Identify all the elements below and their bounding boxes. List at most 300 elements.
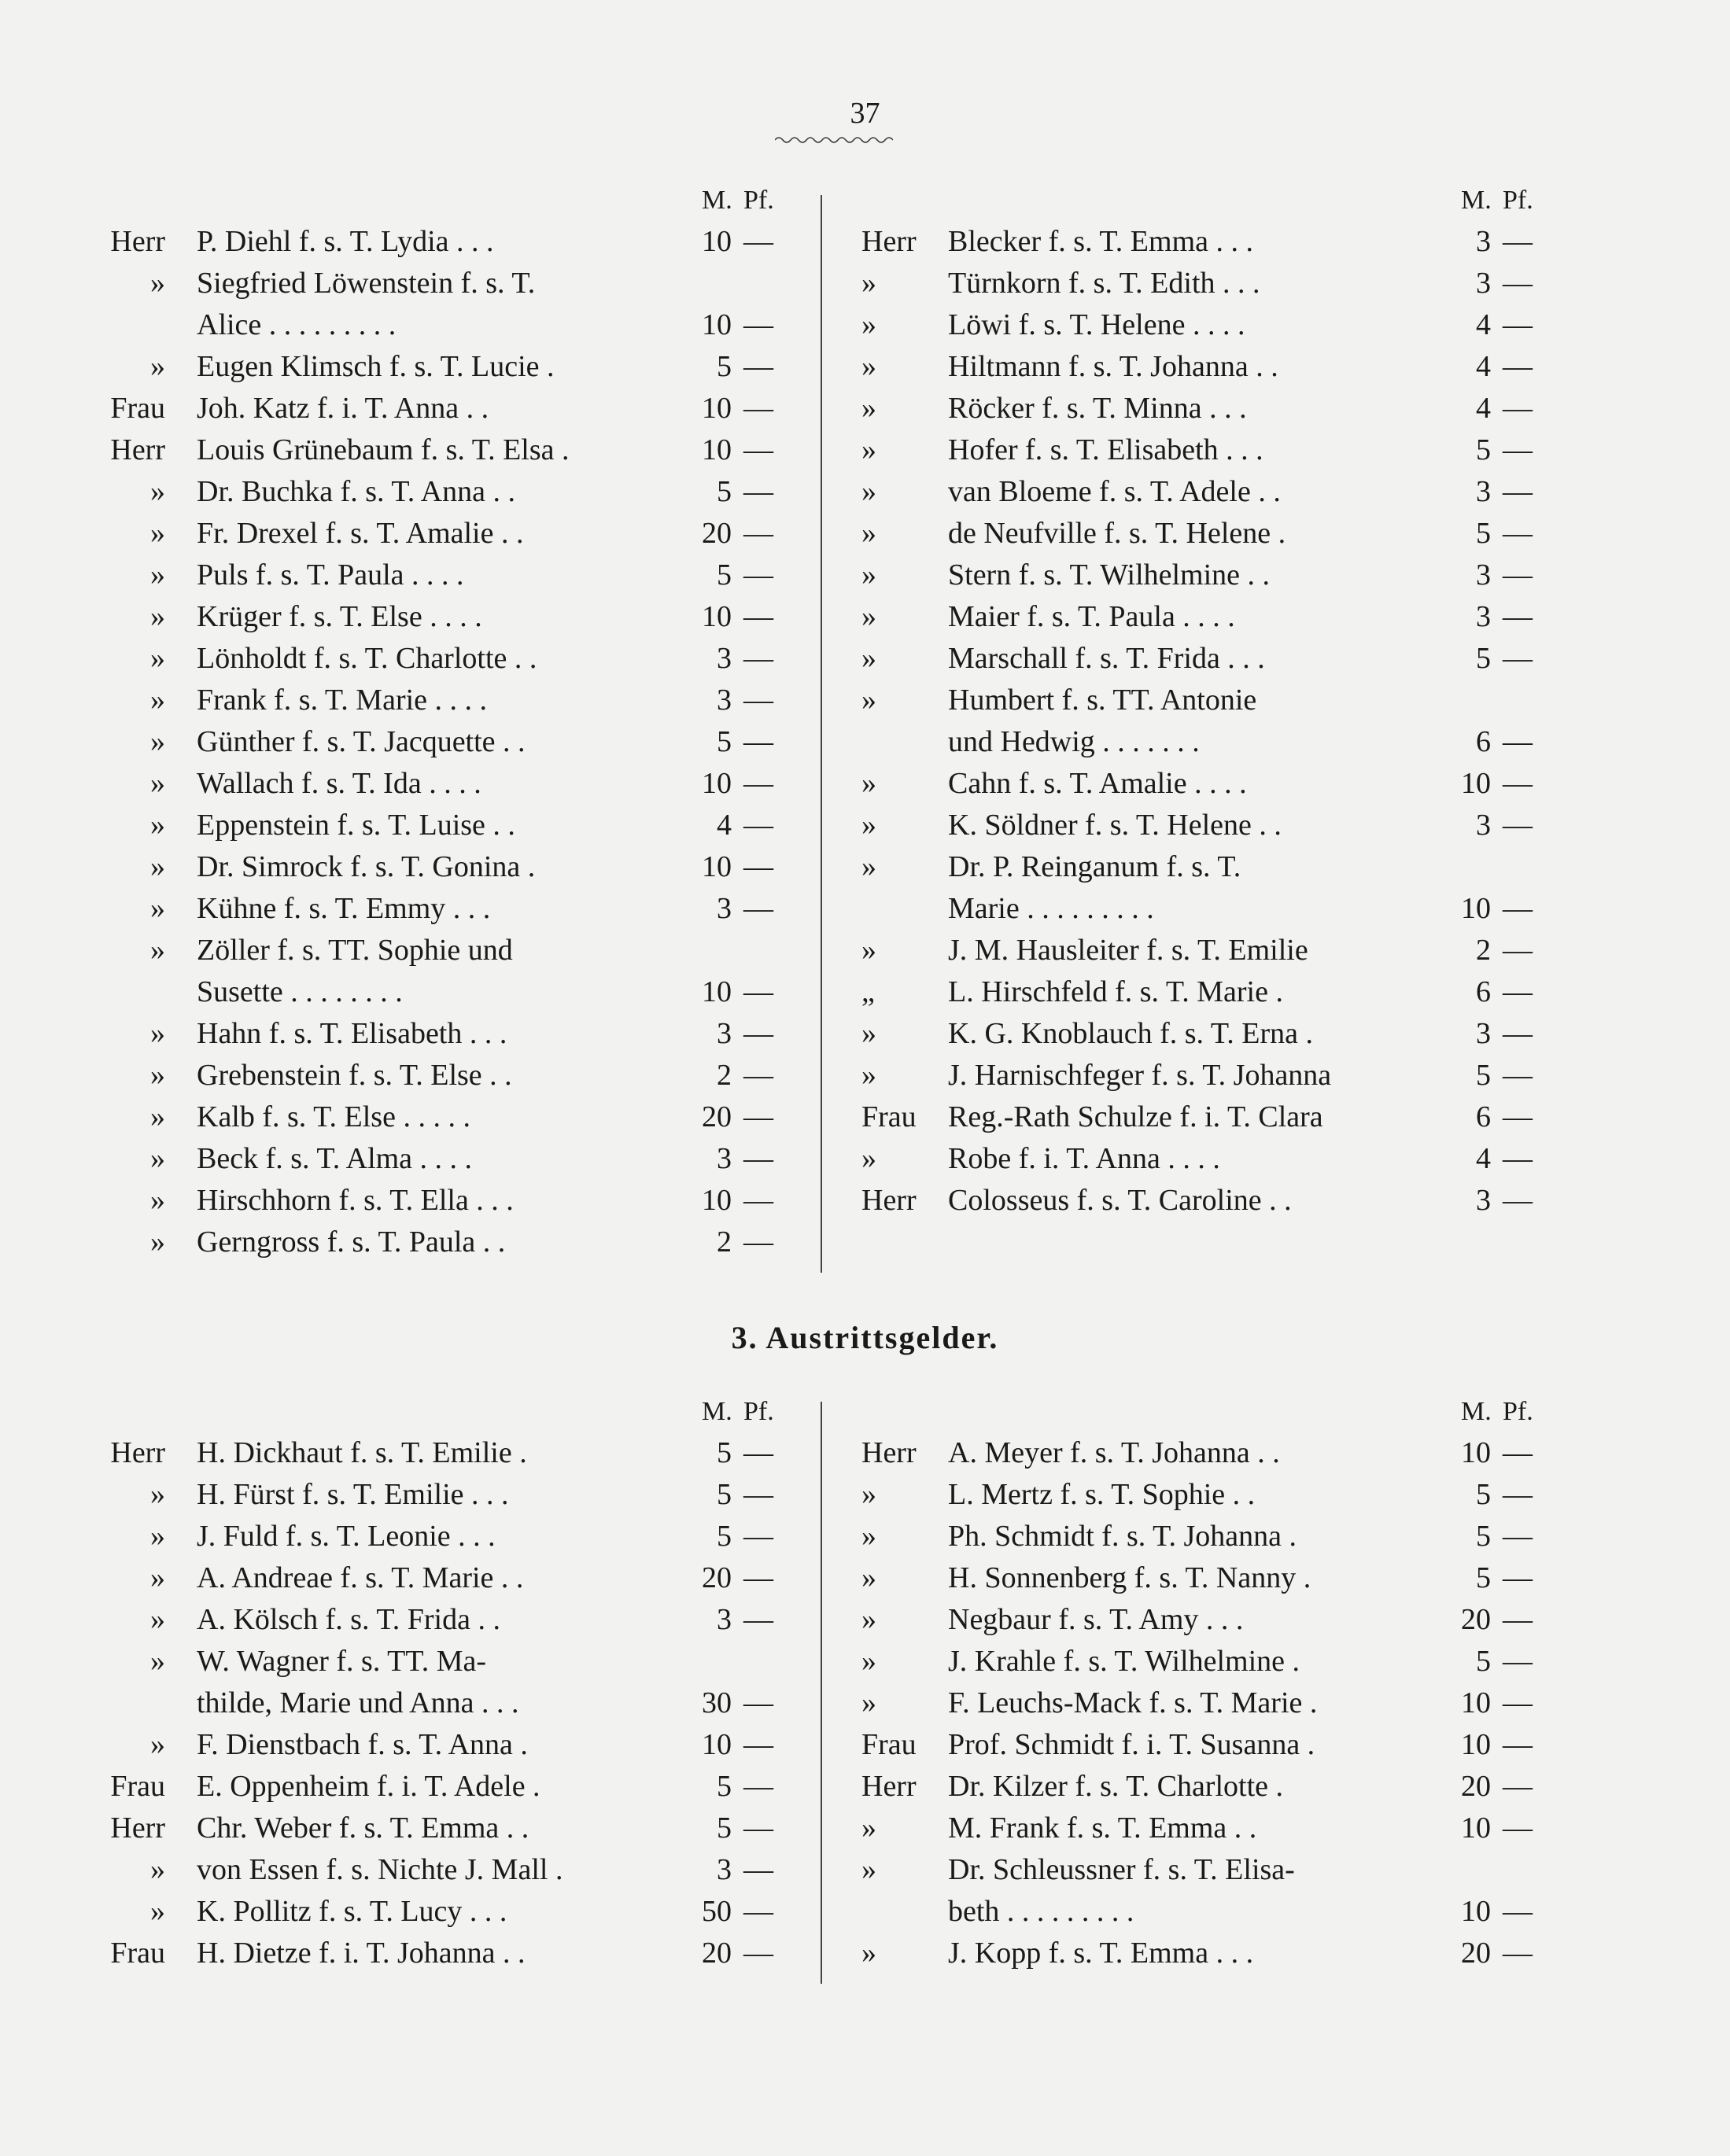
list-item	[861, 1138, 1538, 1180]
amount-pfennig: —	[1503, 1603, 1533, 1636]
title-prefix: »	[150, 475, 165, 508]
entry-text: F. Leuchs-Mack f. s. T. Marie .	[948, 1686, 1318, 1719]
title-prefix: Herr	[861, 1436, 917, 1469]
amount-pfennig: —	[743, 1520, 773, 1553]
entry-text: beth . . . . . . . . .	[948, 1895, 1134, 1928]
amount-marks: 10	[702, 1184, 732, 1217]
column-header	[102, 179, 779, 221]
list-item	[102, 471, 779, 513]
entry-text: Zöller f. s. TT. Sophie und	[197, 934, 513, 967]
title-prefix: Herr	[110, 225, 165, 258]
list-item	[861, 805, 1538, 846]
amount-marks: 20	[702, 1561, 732, 1594]
amount-pfennig: —	[743, 600, 773, 633]
amount-pfennig: —	[743, 684, 773, 717]
title-prefix: »	[861, 934, 876, 967]
amount-pfennig: —	[743, 475, 773, 508]
title-prefix: »	[150, 1895, 165, 1928]
list-item	[102, 1138, 779, 1180]
amount-marks: 30	[702, 1686, 732, 1719]
list-item	[861, 1096, 1538, 1138]
amount-pfennig: —	[1503, 558, 1533, 592]
title-prefix: »	[150, 558, 165, 592]
amount-marks: 5	[717, 558, 732, 592]
title-prefix: »	[150, 1478, 165, 1511]
amount-pfennig: —	[743, 1100, 773, 1133]
amount-marks: 2	[1476, 934, 1491, 967]
list-item	[861, 429, 1538, 471]
amount-marks: 10	[1461, 1895, 1491, 1928]
list-item	[102, 1557, 779, 1599]
entry-text: Stern f. s. T. Wilhelmine . .	[948, 558, 1271, 592]
list-item	[861, 1808, 1538, 1849]
list-item	[102, 346, 779, 388]
entry-text: van Bloeme f. s. T. Adele . .	[948, 475, 1281, 508]
list-item	[102, 805, 779, 846]
list-item	[861, 555, 1538, 596]
list-item	[102, 846, 779, 888]
amount-marks: 3	[1476, 558, 1491, 592]
title-prefix: »	[861, 558, 876, 592]
list-item	[861, 346, 1538, 388]
amount-marks: 10	[702, 433, 732, 466]
amount-marks: 2	[717, 1059, 732, 1092]
amount-marks: 6	[1476, 975, 1491, 1008]
entry-text: E. Oppenheim f. i. T. Adele .	[197, 1770, 540, 1803]
amount-marks: 10	[702, 1728, 732, 1761]
entry-text: H. Dietze f. i. T. Johanna . .	[197, 1937, 526, 1970]
entry-text: von Essen f. s. Nichte J. Mall .	[197, 1853, 563, 1886]
amount-marks: 10	[1461, 767, 1491, 800]
entry-text: Blecker f. s. T. Emma . . .	[948, 225, 1253, 258]
amount-pfennig: —	[1503, 1478, 1533, 1511]
list-item	[861, 388, 1538, 429]
amount-marks: 10	[1461, 1811, 1491, 1845]
title-prefix: Herr	[861, 1770, 917, 1803]
amount-pfennig: —	[743, 1937, 773, 1970]
amount-pfennig: —	[743, 1895, 773, 1928]
amount-marks: 4	[1476, 392, 1491, 425]
amount-marks: 5	[1476, 1059, 1491, 1092]
entry-text: Colosseus f. s. T. Caroline . .	[948, 1184, 1292, 1217]
entry-text: und Hedwig . . . . . . .	[948, 725, 1200, 758]
amount-marks: 5	[1476, 1478, 1491, 1511]
entry-text: J. Kopp f. s. T. Emma . . .	[948, 1937, 1254, 1970]
amount-marks: 10	[702, 308, 732, 341]
entry-text: K. Pollitz f. s. T. Lucy . . .	[197, 1895, 507, 1928]
section-1-left-column	[102, 179, 779, 1263]
entry-text: Chr. Weber f. s. T. Emma . .	[197, 1811, 529, 1845]
list-item	[102, 388, 779, 429]
entry-text: Röcker f. s. T. Minna . . .	[948, 392, 1247, 425]
amount-marks: 5	[1476, 1520, 1491, 1553]
amount-pfennig: —	[1503, 1017, 1533, 1050]
entry-text: L. Hirschfeld f. s. T. Marie .	[948, 975, 1283, 1008]
amount-pfennig: —	[1503, 1436, 1533, 1469]
amount-marks: 10	[702, 767, 732, 800]
entry-text: Marie . . . . . . . . .	[948, 892, 1154, 925]
list-item	[102, 930, 779, 971]
amount-marks: 20	[1461, 1937, 1491, 1970]
title-prefix: »	[150, 767, 165, 800]
title-prefix: »	[861, 767, 876, 800]
amount-pfennig: —	[1503, 1059, 1533, 1092]
list-item	[102, 638, 779, 680]
amount-pfennig: —	[743, 1017, 773, 1050]
list-item	[861, 930, 1538, 971]
amount-pfennig: —	[1503, 308, 1533, 341]
list-item	[102, 721, 779, 763]
amount-marks: 20	[702, 517, 732, 550]
entry-text: Hahn f. s. T. Elisabeth . . .	[197, 1017, 507, 1050]
title-prefix: »	[150, 725, 165, 758]
amount-pfennig: —	[743, 1603, 773, 1636]
amount-marks: 3	[1476, 225, 1491, 258]
title-prefix: »	[861, 1603, 876, 1636]
amount-marks: 20	[702, 1100, 732, 1133]
list-item	[102, 1808, 779, 1849]
amount-marks: 50	[702, 1895, 732, 1928]
list-item	[102, 596, 779, 638]
list-item	[861, 1557, 1538, 1599]
amount-pfennig: —	[743, 892, 773, 925]
amount-pfennig: —	[1503, 1520, 1533, 1553]
amount-marks: 6	[1476, 1100, 1491, 1133]
amount-pfennig: —	[1503, 475, 1533, 508]
title-prefix: »	[150, 1184, 165, 1217]
amount-marks: 10	[1461, 1686, 1491, 1719]
list-item	[102, 1766, 779, 1808]
list-item	[102, 1432, 779, 1474]
amount-marks: 4	[1476, 350, 1491, 383]
list-item	[102, 1180, 779, 1222]
list-item	[102, 1222, 779, 1263]
title-prefix: »	[150, 267, 165, 300]
amount-marks: 3	[717, 642, 732, 675]
list-item	[861, 763, 1538, 805]
title-prefix: »	[861, 433, 876, 466]
header-pfennig: Pf.	[743, 1397, 774, 1426]
column-header	[861, 1391, 1538, 1432]
title-prefix: »	[861, 517, 876, 550]
amount-pfennig: —	[743, 1436, 773, 1469]
amount-marks: 3	[1476, 475, 1491, 508]
title-prefix: Herr	[110, 1436, 165, 1469]
title-prefix: »	[861, 308, 876, 341]
title-prefix: Herr	[110, 433, 165, 466]
entry-text: J. Fuld f. s. T. Leonie . . .	[197, 1520, 496, 1553]
list-item	[102, 263, 779, 304]
list-item	[861, 1474, 1538, 1516]
list-item	[102, 1682, 779, 1724]
entry-text: Maier f. s. T. Paula . . . .	[948, 600, 1235, 633]
entry-text: F. Dienstbach f. s. T. Anna .	[197, 1728, 528, 1761]
entry-text: Hiltmann f. s. T. Johanna . .	[948, 350, 1278, 383]
amount-pfennig: —	[1503, 1728, 1533, 1761]
entry-text: M. Frank f. s. T. Emma . .	[948, 1811, 1257, 1845]
amount-pfennig: —	[1503, 392, 1533, 425]
title-prefix: »	[861, 350, 876, 383]
entry-text: Siegfried Löwenstein f. s. T.	[197, 267, 536, 300]
title-prefix: »	[150, 1561, 165, 1594]
title-prefix: »	[861, 1937, 876, 1970]
amount-pfennig: —	[1503, 767, 1533, 800]
header-marks: M.	[702, 186, 732, 215]
title-prefix: »	[150, 934, 165, 967]
title-prefix: Frau	[110, 392, 165, 425]
amount-pfennig: —	[743, 1225, 773, 1259]
entry-text: Susette . . . . . . . .	[197, 975, 403, 1008]
amount-pfennig: —	[1503, 600, 1533, 633]
title-prefix: »	[150, 809, 165, 842]
entry-text: Hirschhorn f. s. T. Ella . . .	[197, 1184, 514, 1217]
amount-marks: 10	[702, 850, 732, 883]
entry-text: Eugen Klimsch f. s. T. Lucie .	[197, 350, 555, 383]
amount-pfennig: —	[1503, 642, 1533, 675]
amount-pfennig: —	[1503, 934, 1533, 967]
title-prefix: »	[150, 1142, 165, 1175]
title-prefix: Frau	[861, 1100, 917, 1133]
amount-marks: 4	[1476, 1142, 1491, 1175]
title-prefix: »	[861, 1017, 876, 1050]
amount-pfennig: —	[1503, 975, 1533, 1008]
amount-marks: 4	[1476, 308, 1491, 341]
list-item	[102, 1474, 779, 1516]
list-item	[102, 1055, 779, 1096]
section-3-title: 3. Austrittsgelder.	[731, 1320, 999, 1355]
amount-marks: 3	[717, 1603, 732, 1636]
title-prefix: »	[150, 892, 165, 925]
amount-marks: 3	[1476, 1017, 1491, 1050]
amount-pfennig: —	[743, 1561, 773, 1594]
amount-pfennig: —	[743, 850, 773, 883]
amount-marks: 10	[702, 392, 732, 425]
title-prefix: »	[150, 1017, 165, 1050]
amount-pfennig: —	[743, 433, 773, 466]
list-item	[861, 221, 1538, 263]
list-item	[102, 763, 779, 805]
amount-pfennig: —	[1503, 892, 1533, 925]
amount-marks: 10	[702, 225, 732, 258]
amount-marks: 5	[717, 1520, 732, 1553]
header-marks: M.	[702, 1397, 732, 1426]
amount-pfennig: —	[1503, 517, 1533, 550]
entry-text: Dr. Simrock f. s. T. Gonina .	[197, 850, 536, 883]
entry-text: Kühne f. s. T. Emmy . . .	[197, 892, 491, 925]
list-item	[861, 596, 1538, 638]
amount-pfennig: —	[743, 809, 773, 842]
amount-pfennig: —	[1503, 1645, 1533, 1678]
amount-marks: 3	[717, 1017, 732, 1050]
title-prefix: »	[861, 850, 876, 883]
amount-pfennig: —	[743, 975, 773, 1008]
amount-marks: 5	[1476, 1561, 1491, 1594]
amount-pfennig: —	[743, 767, 773, 800]
amount-marks: 5	[1476, 1645, 1491, 1678]
amount-marks: 3	[1476, 600, 1491, 633]
list-item	[102, 555, 779, 596]
column-header	[102, 1391, 779, 1432]
title-prefix: »	[150, 1225, 165, 1259]
list-item	[102, 221, 779, 263]
amount-marks: 10	[1461, 1436, 1491, 1469]
title-prefix: »	[861, 1853, 876, 1886]
header-marks: M.	[1461, 1397, 1492, 1426]
entry-text: Robe f. i. T. Anna . . . .	[948, 1142, 1220, 1175]
entry-text: A. Meyer f. s. T. Johanna . .	[948, 1436, 1280, 1469]
title-prefix: »	[861, 642, 876, 675]
title-prefix: »	[150, 684, 165, 717]
amount-marks: 5	[717, 475, 732, 508]
amount-marks: 3	[717, 1142, 732, 1175]
list-item	[102, 429, 779, 471]
amount-marks: 20	[1461, 1603, 1491, 1636]
entry-text: Beck f. s. T. Alma . . . .	[197, 1142, 473, 1175]
entry-text: Alice . . . . . . . . .	[197, 308, 397, 341]
title-prefix: »	[861, 267, 876, 300]
amount-pfennig: —	[743, 1478, 773, 1511]
list-item	[861, 471, 1538, 513]
entry-text: A. Andreae f. s. T. Marie . .	[197, 1561, 524, 1594]
entry-text: Krüger f. s. T. Else . . . .	[197, 600, 482, 633]
amount-pfennig: —	[1503, 350, 1533, 383]
title-prefix: »	[150, 850, 165, 883]
amount-pfennig: —	[743, 308, 773, 341]
amount-pfennig: —	[1503, 1184, 1533, 1217]
amount-marks: 10	[702, 600, 732, 633]
entry-text: Joh. Katz f. i. T. Anna . .	[197, 392, 489, 425]
entry-text: Grebenstein f. s. T. Else . .	[197, 1059, 512, 1092]
amount-pfennig: —	[1503, 1561, 1533, 1594]
amount-pfennig: —	[743, 558, 773, 592]
title-prefix: Herr	[110, 1811, 165, 1845]
entry-text: H. Fürst f. s. T. Emilie . . .	[197, 1478, 509, 1511]
amount-pfennig: —	[743, 1811, 773, 1845]
amount-pfennig: —	[1503, 1100, 1533, 1133]
entry-text: P. Diehl f. s. T. Lydia . . .	[197, 225, 494, 258]
entry-text: Louis Grünebaum f. s. T. Elsa .	[197, 433, 570, 466]
entry-text: K. G. Knoblauch f. s. T. Erna .	[948, 1017, 1313, 1050]
list-item	[861, 1724, 1538, 1766]
entry-text: de Neufville f. s. T. Helene .	[948, 517, 1286, 550]
amount-pfennig: —	[743, 1686, 773, 1719]
title-prefix: »	[150, 1603, 165, 1636]
list-item	[102, 1849, 779, 1891]
amount-pfennig: —	[743, 1184, 773, 1217]
title-prefix: »	[150, 350, 165, 383]
amount-pfennig: —	[743, 1853, 773, 1886]
list-item	[861, 513, 1538, 555]
title-prefix: »	[861, 1478, 876, 1511]
entry-text: Wallach f. s. T. Ida . . . .	[197, 767, 481, 800]
title-prefix: »	[861, 1645, 876, 1678]
header-pfennig: Pf.	[1503, 1397, 1533, 1426]
entry-text: Günther f. s. T. Jacquette . .	[197, 725, 526, 758]
amount-pfennig: —	[743, 1728, 773, 1761]
amount-marks: 10	[1461, 1728, 1491, 1761]
column-divider	[821, 195, 822, 1273]
title-prefix: Herr	[861, 225, 917, 258]
entry-text: J. M. Hausleiter f. s. T. Emilie	[948, 934, 1308, 967]
amount-pfennig: —	[743, 350, 773, 383]
amount-pfennig: —	[1503, 433, 1533, 466]
list-item	[861, 1013, 1538, 1055]
amount-pfennig: —	[1503, 1937, 1533, 1970]
entry-text: Eppenstein f. s. T. Luise . .	[197, 809, 515, 842]
header-pfennig: Pf.	[1503, 186, 1533, 215]
amount-marks: 5	[717, 725, 732, 758]
title-prefix: Frau	[110, 1937, 165, 1970]
list-item	[861, 638, 1538, 680]
title-prefix: »	[150, 642, 165, 675]
amount-marks: 3	[1476, 809, 1491, 842]
title-prefix: »	[150, 600, 165, 633]
list-item	[102, 1096, 779, 1138]
entry-text: Dr. P. Reinganum f. s. T.	[948, 850, 1241, 883]
header-marks: M.	[1461, 186, 1492, 215]
section-3-left-column	[102, 1391, 779, 1974]
title-prefix: Frau	[110, 1770, 165, 1803]
amount-marks: 5	[1476, 433, 1491, 466]
entry-text: Prof. Schmidt f. i. T. Susanna .	[948, 1728, 1315, 1761]
list-item	[102, 680, 779, 721]
entry-text: thilde, Marie und Anna . . .	[197, 1686, 519, 1719]
amount-pfennig: —	[1503, 725, 1533, 758]
title-prefix: »	[861, 392, 876, 425]
amount-marks: 3	[717, 684, 732, 717]
entry-text: Ph. Schmidt f. s. T. Johanna .	[948, 1520, 1297, 1553]
amount-marks: 2	[717, 1225, 732, 1259]
amount-pfennig: —	[743, 392, 773, 425]
title-prefix: „	[861, 975, 875, 1008]
entry-text: Cahn f. s. T. Amalie . . . .	[948, 767, 1247, 800]
amount-pfennig: —	[743, 1059, 773, 1092]
title-prefix: »	[861, 1686, 876, 1719]
list-item	[861, 1891, 1538, 1933]
list-item	[102, 1933, 779, 1974]
list-item	[102, 971, 779, 1013]
list-item	[861, 721, 1538, 763]
list-item	[102, 1724, 779, 1766]
amount-pfennig: —	[743, 1770, 773, 1803]
list-item	[861, 1682, 1538, 1724]
amount-pfennig: —	[1503, 225, 1533, 258]
amount-marks: 6	[1476, 725, 1491, 758]
amount-marks: 3	[1476, 1184, 1491, 1217]
entry-text: W. Wagner f. s. TT. Ma-	[197, 1645, 487, 1678]
title-prefix: »	[861, 1561, 876, 1594]
amount-pfennig: —	[743, 642, 773, 675]
amount-marks: 5	[1476, 517, 1491, 550]
title-prefix: »	[150, 1100, 165, 1133]
list-item	[861, 1516, 1538, 1557]
column-header	[861, 179, 1538, 221]
entry-text: Fr. Drexel f. s. T. Amalie . .	[197, 517, 524, 550]
title-prefix: »	[861, 809, 876, 842]
title-prefix: »	[861, 1059, 876, 1092]
amount-marks: 10	[1461, 892, 1491, 925]
entry-text: J. Harnischfeger f. s. T. Johanna	[948, 1059, 1332, 1092]
amount-pfennig: —	[1503, 1895, 1533, 1928]
entry-text: Löwi f. s. T. Helene . . . .	[948, 308, 1245, 341]
title-prefix: »	[861, 1520, 876, 1553]
list-item	[861, 680, 1538, 721]
amount-pfennig: —	[1503, 1770, 1533, 1803]
section-1-right-column	[861, 179, 1538, 1222]
list-item	[861, 888, 1538, 930]
title-prefix: »	[861, 600, 876, 633]
amount-marks: 10	[702, 975, 732, 1008]
